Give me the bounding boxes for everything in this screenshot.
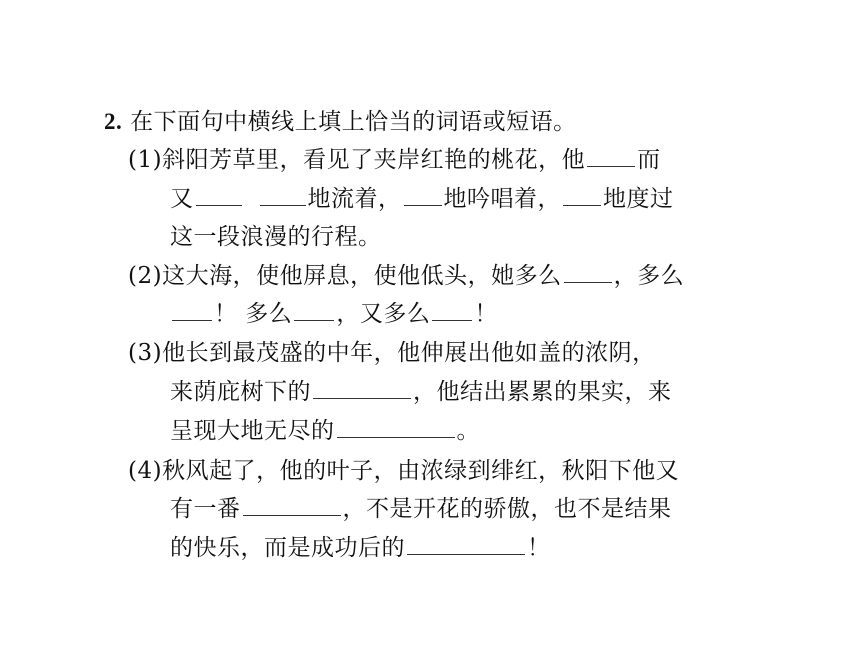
answer-blank[interactable] [294,300,334,321]
item-4-text: 有一番 [170,496,241,522]
item-4-line-1 [128,456,679,486]
answer-blank[interactable] [432,300,472,321]
item-2-text: ，又多么 [336,301,431,327]
item-1-text: 而 [637,147,661,173]
item-2-text: ！ [474,301,498,327]
item-4-text: ，不是开花的骄傲，也不是结果 [342,496,672,522]
item-1-text: 地度过 [603,186,674,212]
item-2-text: 这大海，使他屏息，使他低头，她多么 [162,263,562,289]
item-4-label: (4) [128,458,163,484]
item-3-text: 。 [456,418,480,444]
answer-blank[interactable] [563,185,601,206]
item-4-text: 秋风起了，他的叶子，由浓绿到绯红，秋阳下他又 [162,458,680,484]
item-1-text: 地吟唱着， [443,186,561,212]
item-4-line-2 [170,494,672,524]
answer-blank[interactable] [404,185,442,206]
answer-blank[interactable] [337,417,455,438]
question-instruction: 在下面句中横线上填上恰当的词语或短语。 [130,109,577,135]
item-2-text: ，多么 [613,263,685,289]
item-2-label: (2) [128,263,163,289]
item-1-text: 地流着， [307,186,402,212]
item-1-label: (1) [128,147,163,173]
item-4-text: ！ [527,535,551,561]
item-4-line-3 [170,533,551,563]
answer-blank[interactable] [587,146,635,167]
item-2-text: ！ 多么 [214,301,293,327]
item-3-label: (3) [128,340,163,366]
answer-blank[interactable] [407,534,525,555]
item-2-line-1 [128,261,684,291]
answer-blank[interactable] [196,185,242,206]
item-1-text: 这一段浪漫的行程。 [170,224,382,250]
item-3-text: 他长到最茂盛的中年，他伸展出他如盖的浓阴， [162,340,656,366]
answer-blank[interactable] [564,262,612,283]
question-header [104,107,577,137]
item-4-text: 的快乐，而是成功后的 [170,535,405,561]
item-1-line-2 [170,184,674,214]
item-3-line-3 [170,416,480,446]
item-3-text: ，他结出累累的果实，来 [413,379,672,405]
answer-blank[interactable] [313,378,411,399]
answer-blank[interactable] [260,185,306,206]
item-1-line-3 [170,222,382,252]
item-1-text: 又 [170,186,194,212]
item-3-text: 来荫庇树下的 [170,379,311,405]
question-number: 2. [104,109,123,134]
item-1-line-1 [128,145,661,175]
item-3-text: 呈现大地无尽的 [170,418,335,444]
answer-blank[interactable] [243,495,341,516]
item-1-text: 斜阳芳草里，看见了夹岸红艳的桃花，他 [162,147,586,173]
answer-blank[interactable] [172,300,212,321]
item-3-line-2 [170,377,672,407]
item-2-line-2 [170,299,498,329]
item-3-line-1 [128,338,656,368]
